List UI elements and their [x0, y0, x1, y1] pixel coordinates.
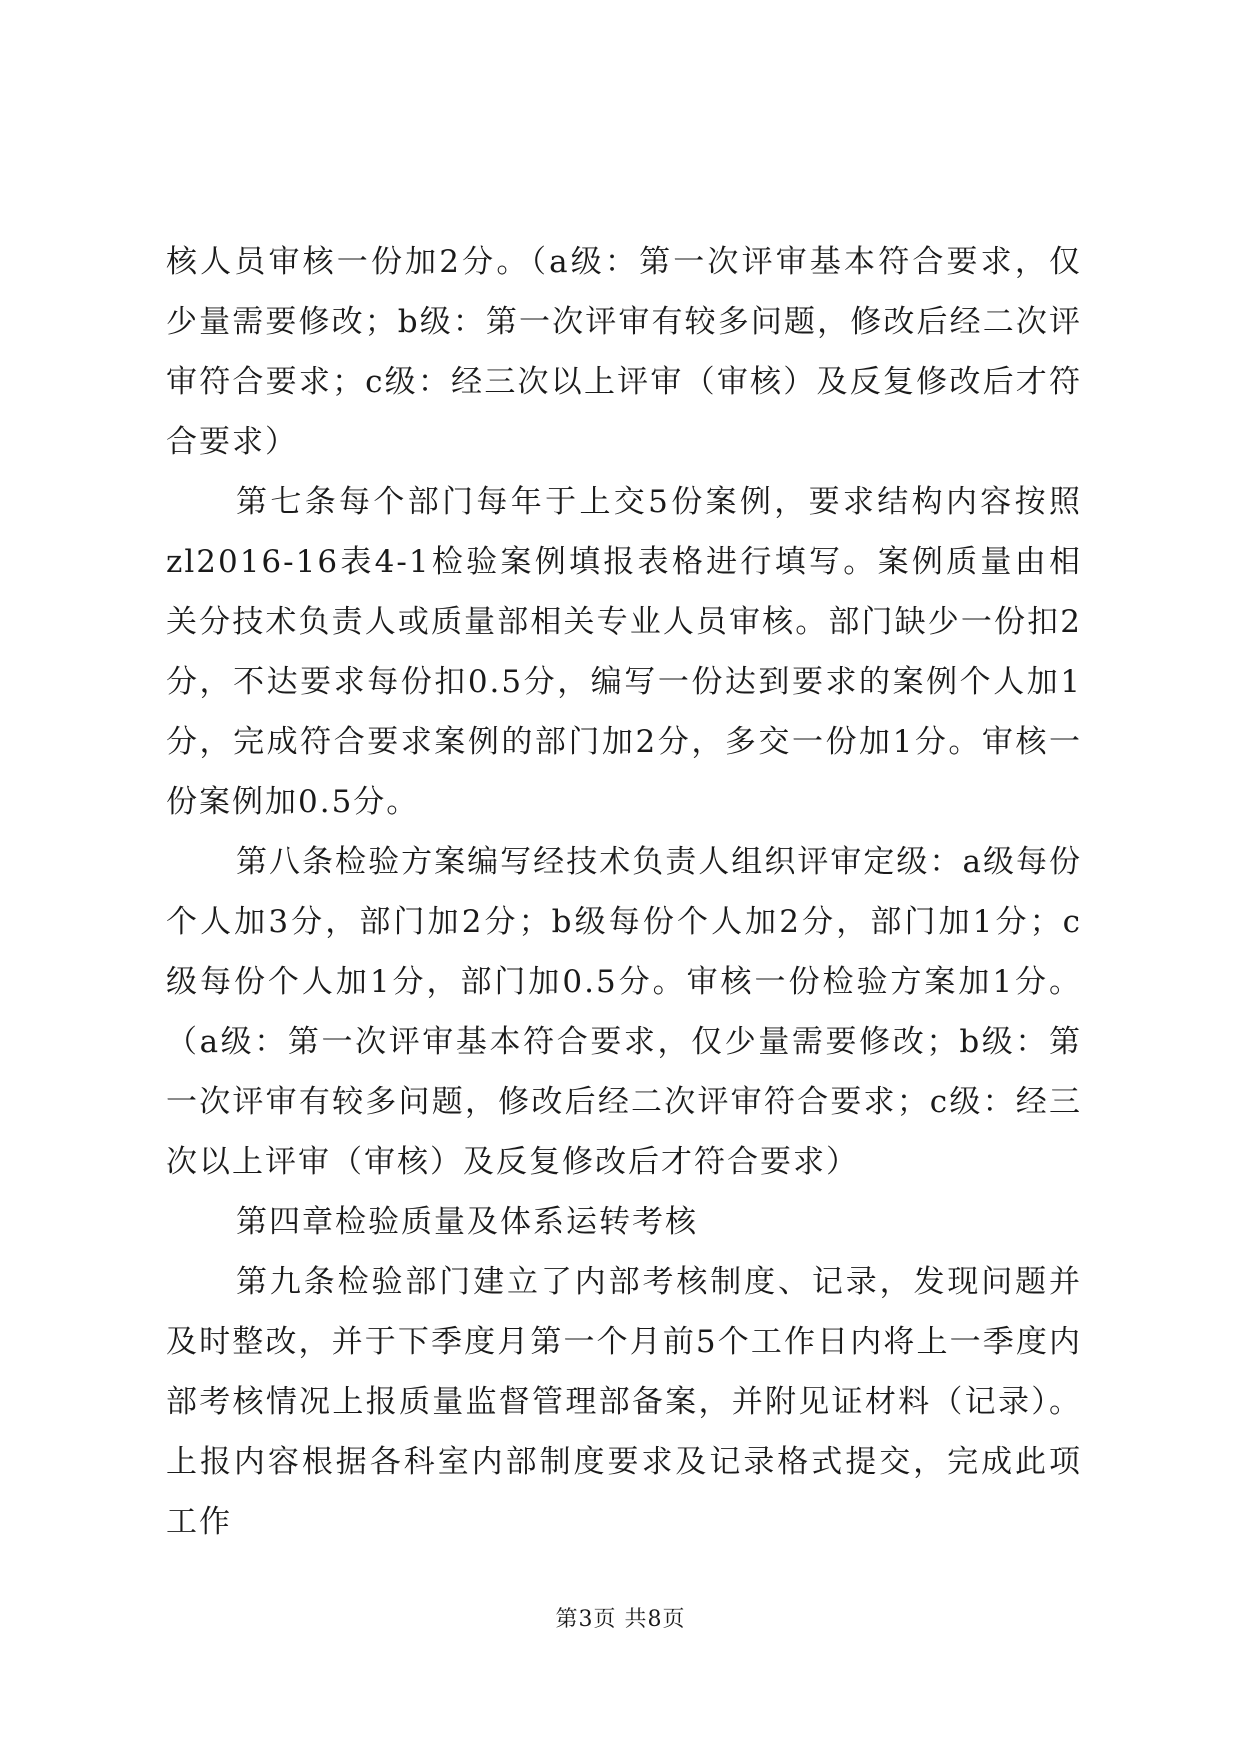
document-body [166, 232, 1082, 1552]
page-number-footer: 第3页 共8页 [555, 1607, 686, 1632]
paragraph-article-9: 第九条检验部门建立了内部考核制度、记录，发现问题并及时整改，并于下季度月第一个月前5个工作日内将上一季度内部考核情况上报质量监督管理部备案，并附见证材料（记录）。上报内容根据各科室内部制度要求及记录格式提交，完成此项工作 [166, 1264, 1082, 1540]
paragraph-article-8: 第八条检验方案编写经技术负责人组织评审定级：a级每份个人加3分，部门加2分；b级每份个人加2分，部门加1分；c级每份个人加1分，部门加0.5分。审核一份检验方案加1分。（a级：第一次评审基本符合要求，仅少量需要修改；b级：第一次评审有较多问题，修改后经二次评审符合要求；c级：经三次以上评审（审核）及反复修改后才符合要求） [166, 844, 1082, 1180]
paragraph-article-7: 第七条每个部门每年于上交5份案例，要求结构内容按照zl2016-16表4-1检验案例填报表格进行填写。案例质量由相关分技术负责人或质量部相关专业人员审核。部门缺少一份扣2分，不达要求每份扣0.5分，编写一份达到要求的案例个人加1分，完成符合要求案例的部门加2分，多交一份加1分。审核一份案例加0.5分。 [166, 484, 1082, 820]
chapter-heading-4: 第四章检验质量及体系运转考核 [236, 1204, 698, 1240]
paragraph-continuation: 核人员审核一份加2分。（a级：第一次评审基本符合要求，仅少量需要修改；b级：第一次评审有较多问题，修改后经二次评审符合要求；c级：经三次以上评审（审核）及反复修改后才符合要求） [166, 244, 1082, 460]
